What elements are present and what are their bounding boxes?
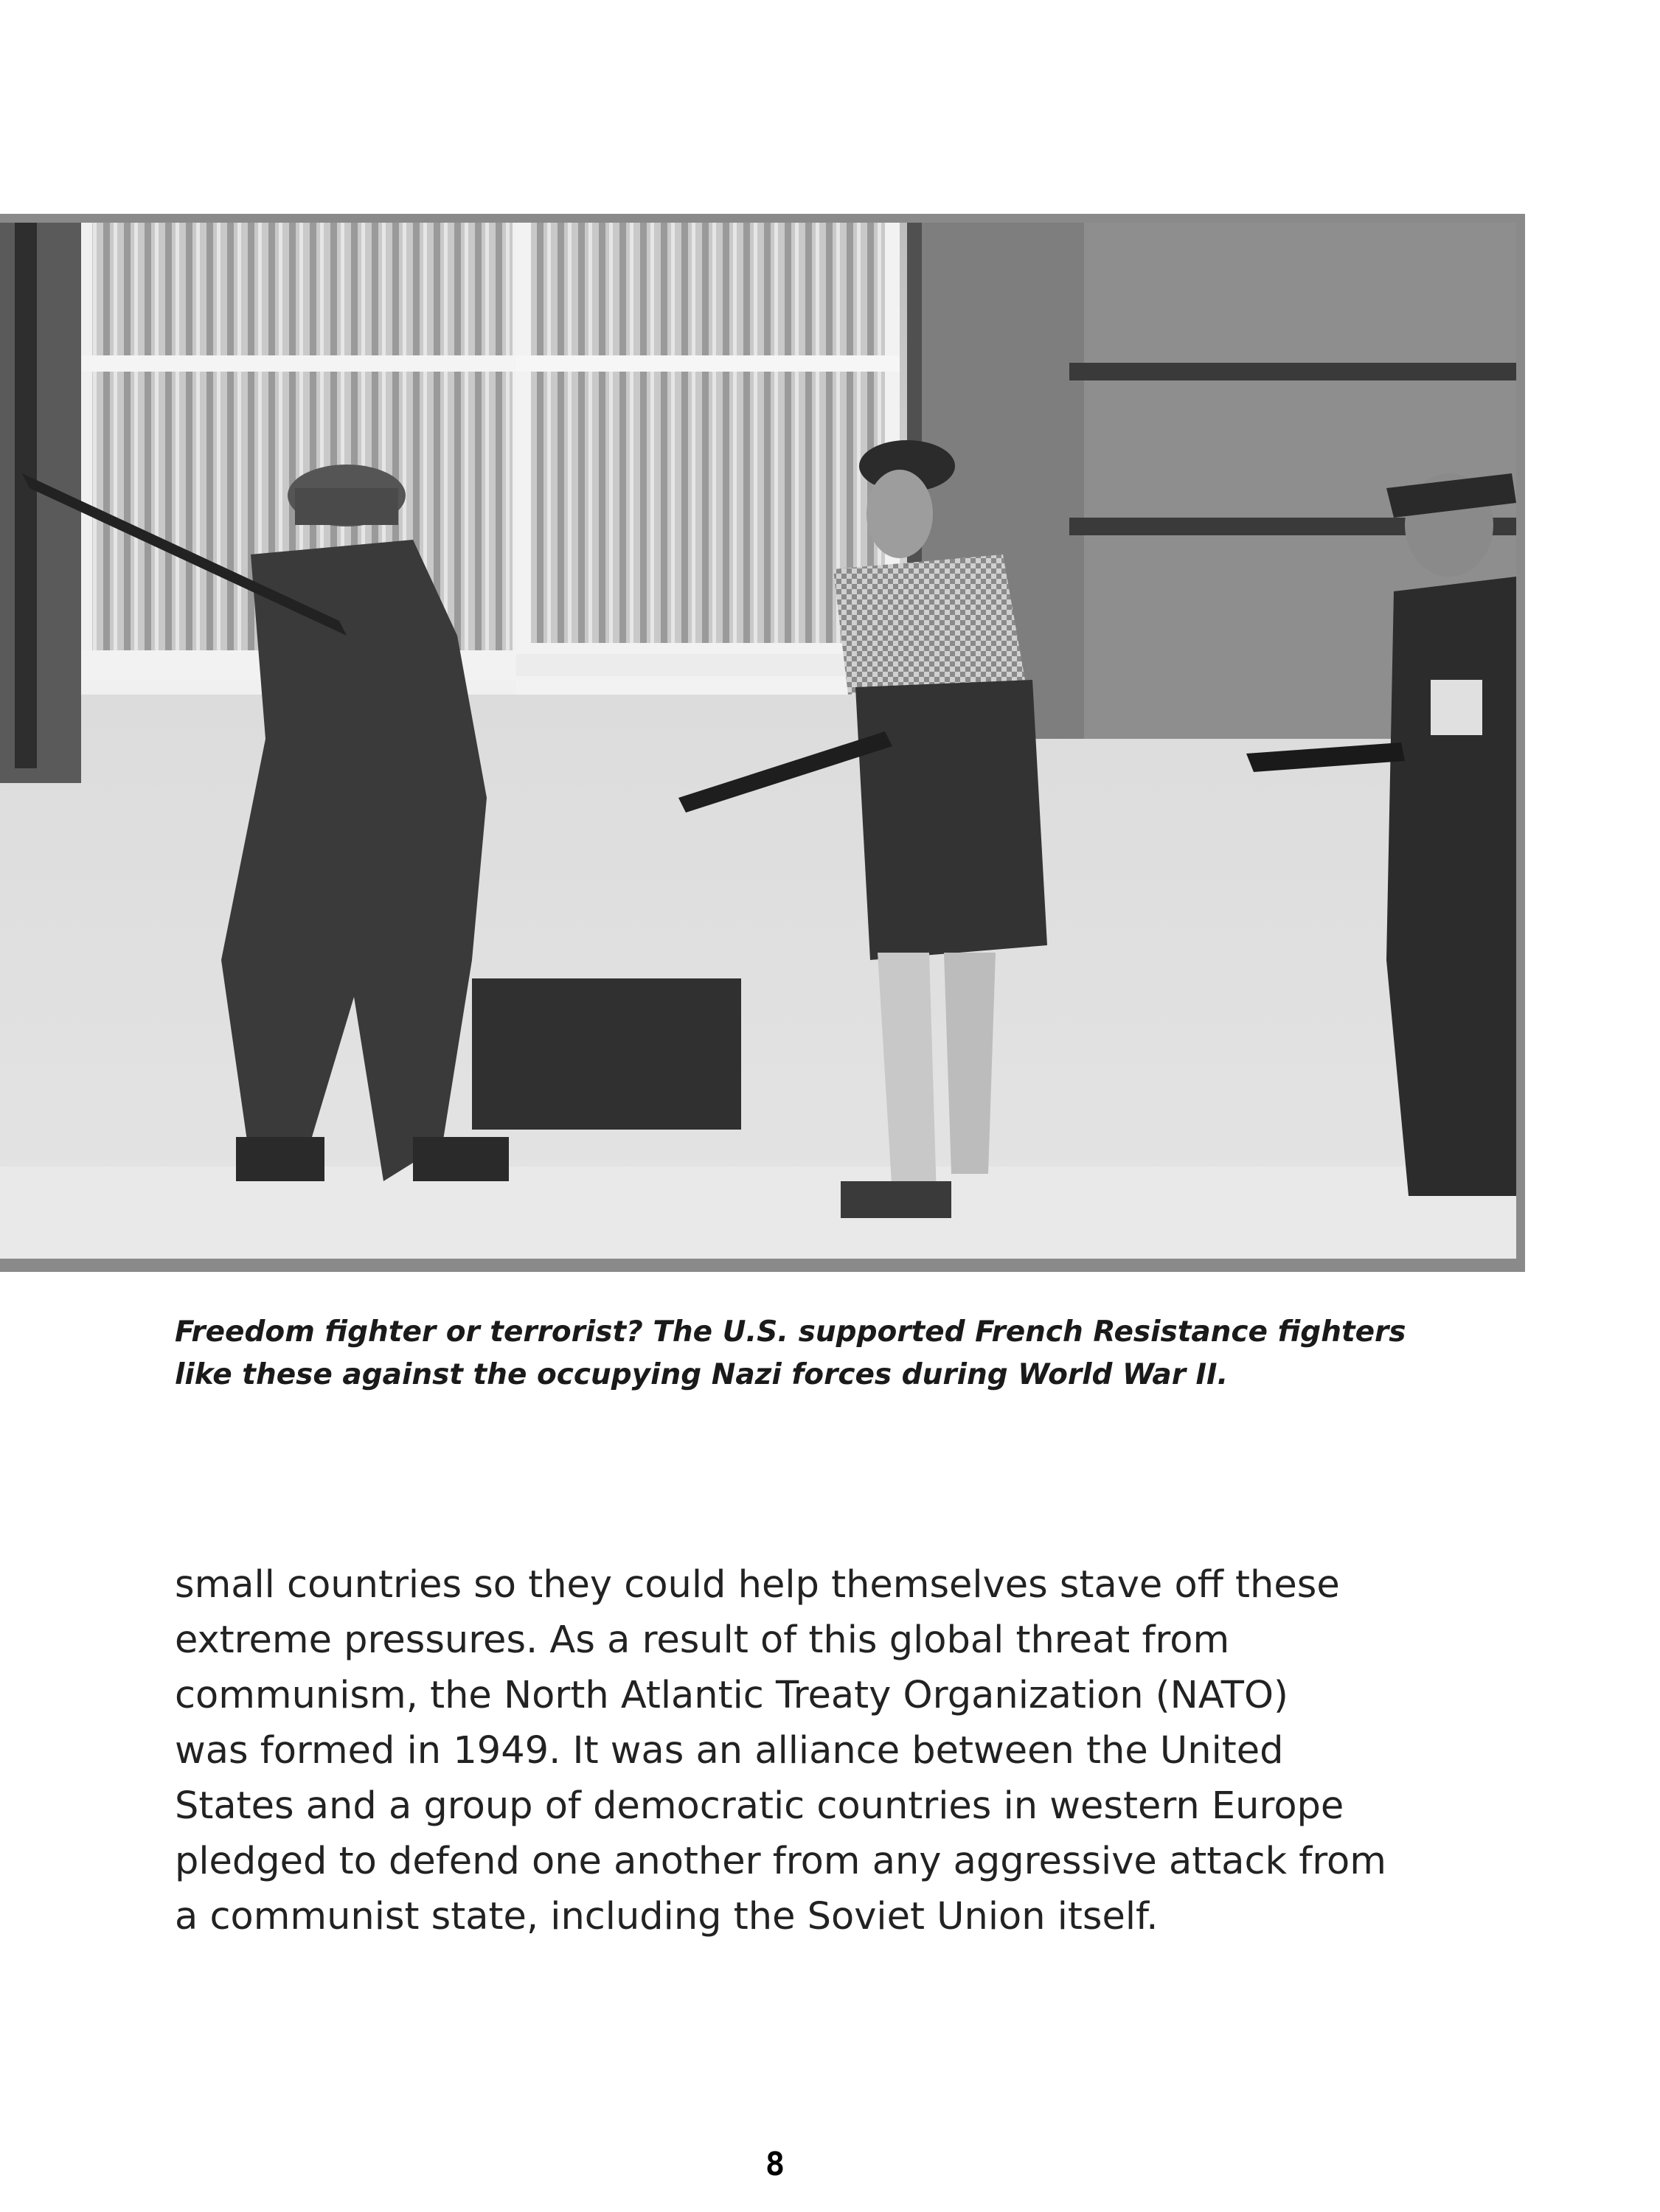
- photo-caption: [175, 1311, 1428, 1397]
- caption-line-1: Freedom fighter or terrorist? The U.S. supported French Resistance fighters: [175, 1315, 1406, 1349]
- body-line: pledged to defend one another from any aggressive attack from: [175, 1840, 1386, 1883]
- page-number: 8: [765, 2146, 785, 2183]
- body-line: States and a group of democratic countries in western Europe: [175, 1784, 1344, 1828]
- body-line: was formed in 1949. It was an alliance between the United: [175, 1729, 1284, 1773]
- resistance-fighters-photo: [0, 223, 1516, 1259]
- body-line: a communist state, including the Soviet Union itself.: [175, 1895, 1159, 1938]
- photo-frame: [0, 214, 1525, 1272]
- caption-line-2: like these against the occupying Nazi forces during World War II.: [175, 1358, 1229, 1391]
- body-line: communism, the North Atlantic Treaty Organization (NATO): [175, 1674, 1288, 1717]
- body-line: extreme pressures. As a result of this global threat from: [175, 1618, 1230, 1662]
- body-paragraph: [175, 1557, 1428, 1944]
- body-line: small countries so they could help themselves stave off these: [175, 1563, 1340, 1607]
